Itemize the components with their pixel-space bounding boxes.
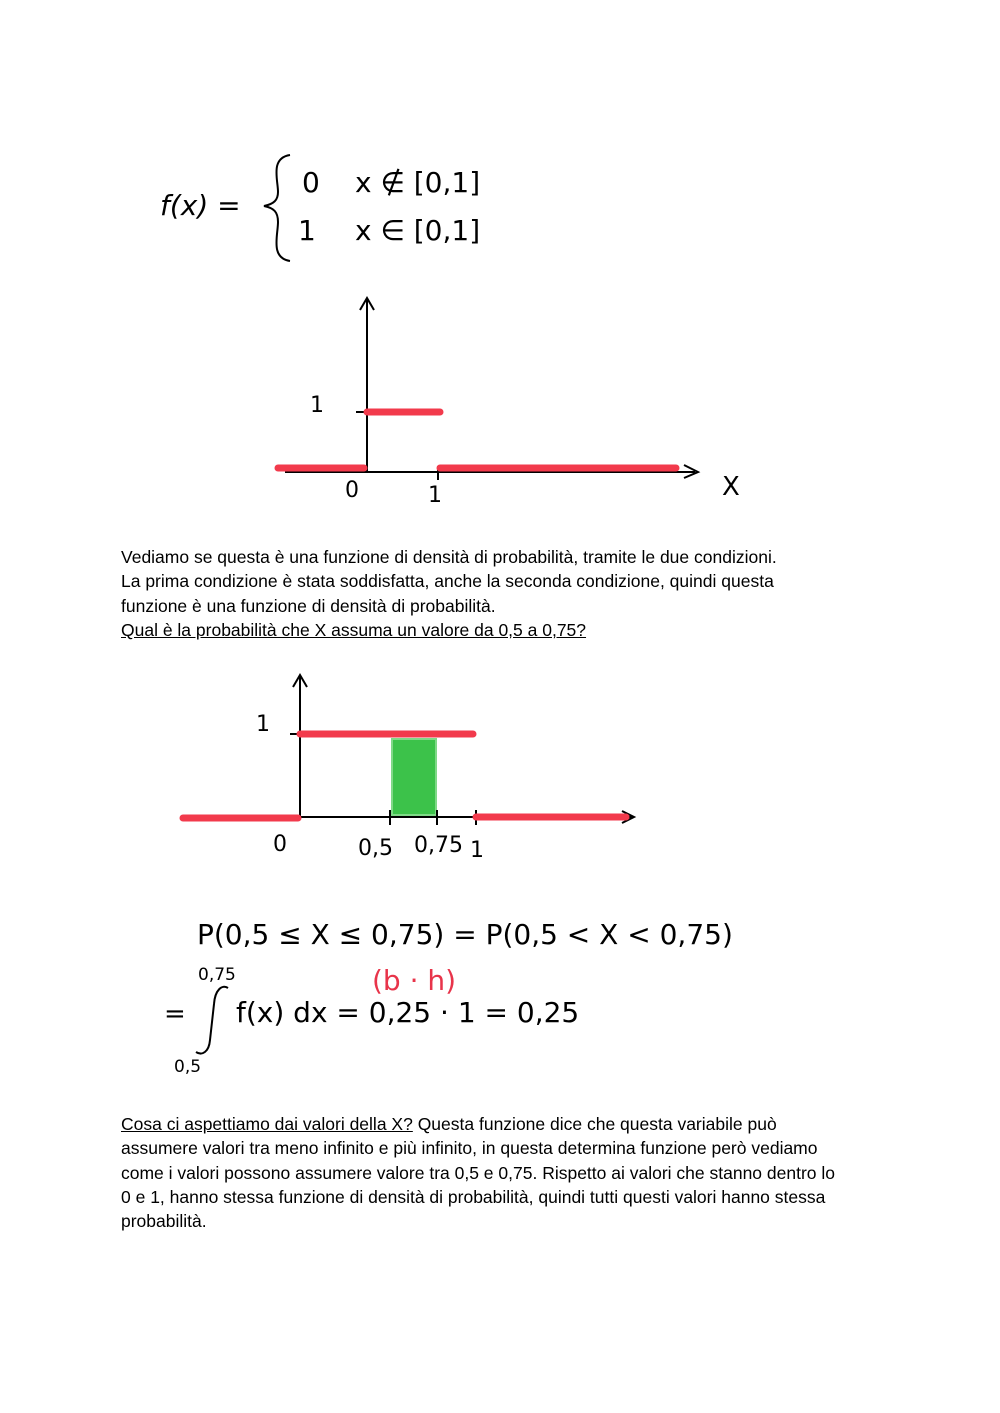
definition-lhs: f(x) = — [160, 189, 241, 222]
density-graph-2 — [0, 665, 1000, 875]
equals-sign: = — [164, 999, 186, 1029]
probability-area-fill — [392, 739, 436, 815]
x-tick-label-0: 0 — [345, 478, 359, 503]
probability-equation: P(0,5 ≤ X ≤ 0,75) = P(0,5 < X < 0,75) — [197, 918, 733, 951]
x-tick-label-1: 1 — [428, 483, 442, 508]
y-tick-label: 1 — [256, 712, 270, 737]
paragraph-2-line-3: come i valori possono assumere valore tra 0,5 e 0,75. Rispetto ai valori che stanno dentro lo — [121, 1162, 835, 1183]
integral-sign — [196, 987, 228, 1054]
case1-condition: x ∉ [0,1] — [355, 166, 481, 199]
integral-expression: f(x) dx = 0,25 · 1 = 0,25 — [236, 996, 580, 1029]
equations-figure — [0, 900, 1000, 1085]
case2-value: 1 — [298, 214, 316, 247]
paragraph-2-line-4: 0 e 1, hanno stessa funzione di densità di probabilità, quindi tutti questi valori hanno stessa — [121, 1186, 826, 1207]
x-tick-label-1: 1 — [470, 838, 484, 863]
case2-condition: x ∈ [0,1] — [355, 214, 481, 247]
x-tick-label-0: 0 — [273, 832, 287, 857]
y-tick-label: 1 — [310, 393, 324, 418]
paragraph-2-line-2: assumere valori tra meno infinito e più infinito, in questa determina funzione però vediamo — [121, 1138, 818, 1159]
x-axis-label: X — [722, 472, 740, 502]
expectation-question: Cosa ci aspettiamo dai valori della X? — [121, 1114, 413, 1134]
left-brace — [264, 155, 290, 261]
base-height-note: (b · h) — [372, 964, 457, 997]
integral-upper-limit: 0,75 — [198, 965, 236, 985]
paragraph-2 — [121, 1112, 891, 1233]
paragraph-1-line-2: La prima condizione è stata soddisfatta, anche la seconda condizione, quindi questa — [121, 571, 774, 592]
density-graph-1 — [0, 290, 1000, 520]
paragraph-2-line-5: probabilità. — [121, 1211, 207, 1232]
paragraph-1 — [121, 545, 891, 642]
x-tick-label-05: 0,5 — [358, 836, 393, 861]
paragraph-1-line-1: Vediamo se questa è una funzione di densità di probabilità, tramite le due condizioni. — [121, 547, 777, 567]
x-tick-label-075: 0,75 — [414, 833, 463, 858]
paragraph-1-line-3: funzione è una funzione di densità di probabilità. — [121, 595, 496, 616]
question-line: Qual è la probabilità che X assuma un valore da 0,5 a 0,75? — [121, 619, 587, 640]
paragraph-2-line-1-rest: Questa funzione dice che questa variabile può — [412, 1114, 777, 1134]
case1-value: 0 — [302, 166, 320, 199]
definition-figure — [0, 140, 1000, 270]
integral-lower-limit: 0,5 — [174, 1057, 202, 1077]
paragraph-2-line-1 — [121, 1112, 891, 1136]
